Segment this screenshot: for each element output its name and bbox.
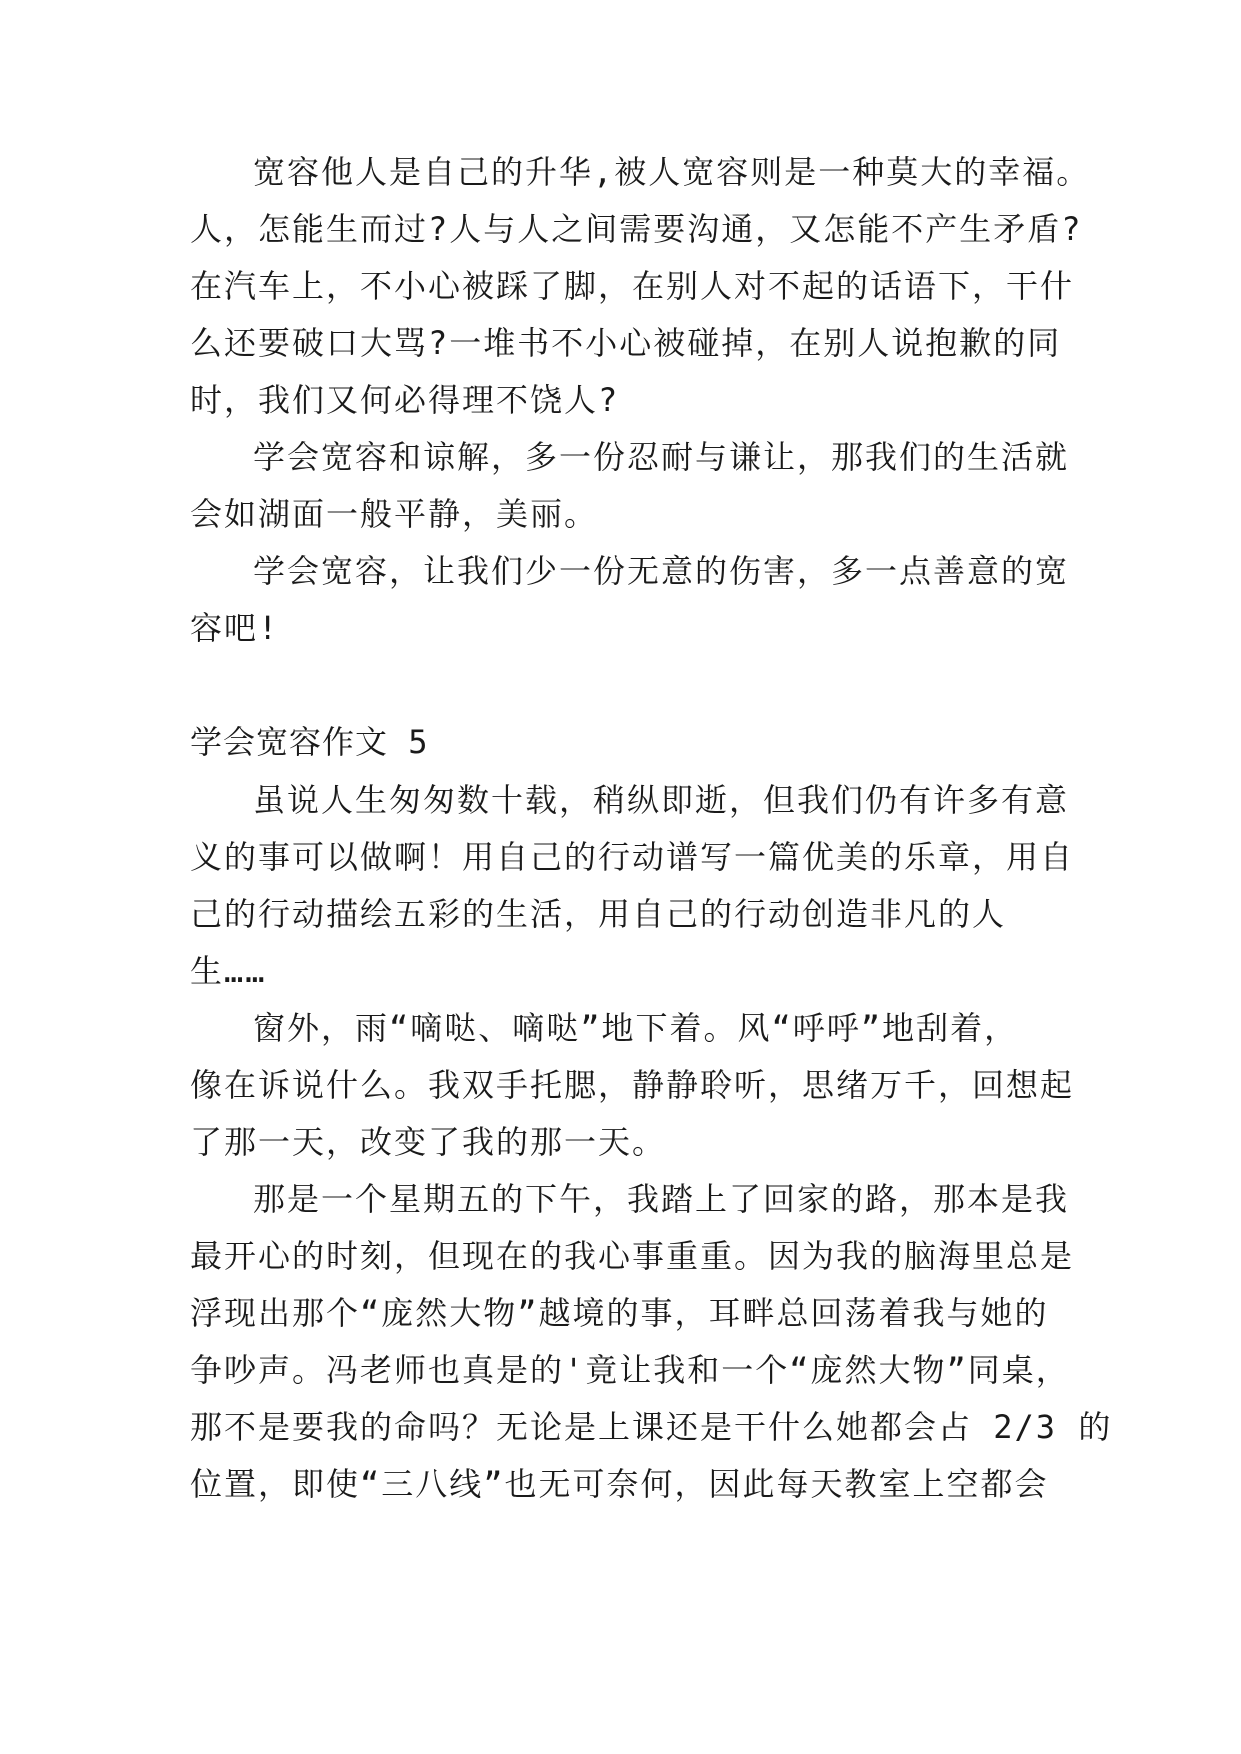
text-line: 宽容他人是自己的升华,被人宽容则是一种莫大的幸福。 [253,153,1091,191]
text-line: 义的事可以做啊！用自己的行动谱写一篇优美的乐章，用自 [190,838,1075,876]
text-line: 人，怎能生而过?人与人之间需要沟通，又怎能不产生矛盾? [190,210,1083,248]
section-heading: 学会宽容作文 5 [190,723,429,761]
text-line: 会如湖面一般平静，美丽。 [190,495,599,533]
text-line: 容吧! [190,609,280,647]
text-line: 生…… [190,952,267,990]
text-line: 么还要破口大骂?一堆书不小心被碰掉，在别人说抱歉的同 [190,324,1062,362]
text-line: 时，我们又何必得理不饶人? [190,381,620,419]
text-line: 了那一天，改变了我的那一天。 [190,1123,667,1161]
text-line: 位置，即使“三八线”也无可奈何，因此每天教室上空都会 [190,1465,1049,1503]
text-line: 那不是要我的命吗？无论是上课还是干什么她都会占 2/3 的 [190,1408,1113,1446]
text-line: 学会宽容，让我们少一份无意的伤害，多一点善意的宽 [253,552,1070,590]
text-line: 学会宽容和谅解，多一份忍耐与谦让，那我们的生活就 [253,438,1070,476]
text-line: 最开心的时刻，但现在的我心事重重。因为我的脑海里总是 [190,1237,1075,1275]
text-line: 像在诉说什么。我双手托腮，静静聆听，思绪万千，回想起 [190,1066,1075,1104]
text-line: 浮现出那个“庞然大物”越境的事，耳畔总回荡着我与她的 [190,1294,1049,1332]
text-line: 窗外，雨“嘀哒、嘀哒”地下着。风“呼呼”地刮着， [253,1009,1019,1047]
text-line: 争吵声。冯老师也真是的'竟让我和一个“庞然大物”同桌， [190,1351,1070,1389]
text-line: 那是一个星期五的下午，我踏上了回家的路，那本是我 [253,1180,1070,1218]
text-line: 虽说人生匆匆数十载，稍纵即逝，但我们仍有许多有意 [253,781,1070,819]
text-line: 己的行动描绘五彩的生活，用自己的行动创造非凡的人 [190,895,1007,933]
text-line: 在汽车上，不小心被踩了脚，在别人对不起的话语下，干什 [190,267,1075,305]
